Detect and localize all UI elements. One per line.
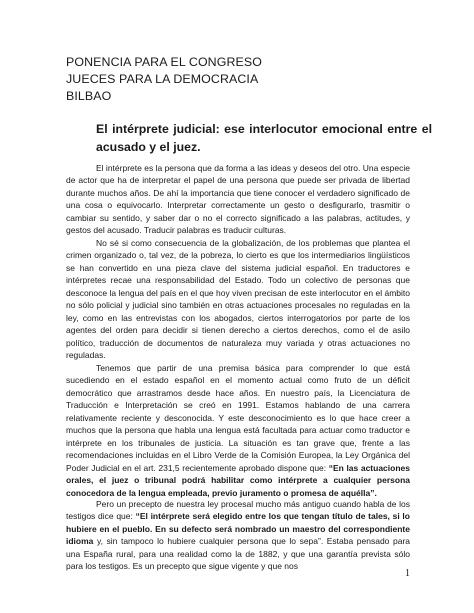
paragraph-3 [66, 362, 410, 499]
document-header [66, 54, 426, 105]
header-line-city: BILBAO [66, 89, 112, 103]
paragraph-3-intro: Tenemos que partir de una premisa básica para comprender lo que está sucediendo en el estado español en el momento actual como fruto de un déficit democrático que arrastramos desde hace años. En nuestro país, la Licenciatura de Traducción e Interpretación se creó en 1991. Estamos hablando de una carrera relativamente reciente y desconocida. Y este desconocimiento es lo que hace creer a muchos que la persona que habla una lengua está facultada para actuar como traductor e intérprete en los tribunales de justicia. La situación es tan grave que, frente a las recomendaciones incluidas en el Libro Verde de la Comisión Europea, la Ley Orgánica del Poder Judicial en el art. 231,5 recientemente aprobado dispone que: [66, 363, 410, 473]
paragraph-2 [66, 237, 410, 362]
paragraph-4-text [66, 498, 410, 573]
paragraph-2-text: No sé si como consecuencia de la globalización, de los problemas que plantea el crimen organizado o, tal vez, de la pobreza, lo cierto es que los intermediarios lingüísticos se han convertido en una pieza clave del sistema judicial español. En traductores e intérpretes recae una responsabilidad del Estado. Todo un colectivo de personas que desconoce la lengua del país en el que hoy viven precisan de este interlocutor en el ámbito no sólo policial y judicial sino también en otras actuaciones procesales no reguladas en la ley, como en las entrevistas con los abogados, ciertos interrogatorios por parte de los agentes del orden para decidir si tienen derecho a ciertos derechos, como el de asilo político, traducción de documentos de naturaleza muy variada y otras actuaciones no reguladas. [66, 238, 410, 361]
paragraph-4-quote: “El intérprete será elegido entre los que tengan título de tales, si lo hubiere en el pueblo. En su defecto será nombrado un maestro del correspondiente idioma [66, 511, 410, 547]
paragraph-3-text [66, 362, 410, 499]
header-line-congress: PONENCIA PARA EL CONGRESO [66, 55, 262, 69]
header-line-association: JUECES PARA LA DEMOCRACIA [66, 72, 259, 86]
document-title: El intérprete judicial: ese interlocutor emocional entre el acusado y el juez. [96, 122, 432, 154]
paragraph-4-continuation: y, sin tampoco lo hubiere cualquier persona que lo sepa”. Estaba pensado para una España rural, para una realidad como la de 1882, y que una garantía prevista sólo para los testigos. Es un precepto que sigue vigente y que nos [66, 536, 410, 572]
paragraph-3-quote: “En las actuaciones orales, el juez o tribunal podrá habilitar como intérprete a cualquier persona conocedora de la lengua empleada, previo juramento o promesa de aquélla”. [66, 462, 410, 498]
page-number: 1 [405, 568, 410, 579]
paragraph-1 [66, 162, 410, 237]
paragraph-1-text: El intérprete es la persona que da forma a las ideas y deseos del otro. Una especie de actor que ha de interpretar el papel de una persona que puede ser privada de libertad durante muchos años. De ahí la importancia que tiene conocer el verdadero significado de una cosa o equivocarlo. Interpretar correctamente un gesto o desfigurarlo, trasmitir o cambiar su sentido, y saber dar o no el correcto significado a las palabras, actitudes, y gestos del acusado. Traducir palabras es traducir culturas. [66, 163, 410, 236]
paragraph-4-intro: Pero un precepto de nuestra ley procesal mucho más antiguo cuando habla de los testigos dice que: [66, 499, 410, 522]
paragraph-4 [66, 498, 410, 573]
